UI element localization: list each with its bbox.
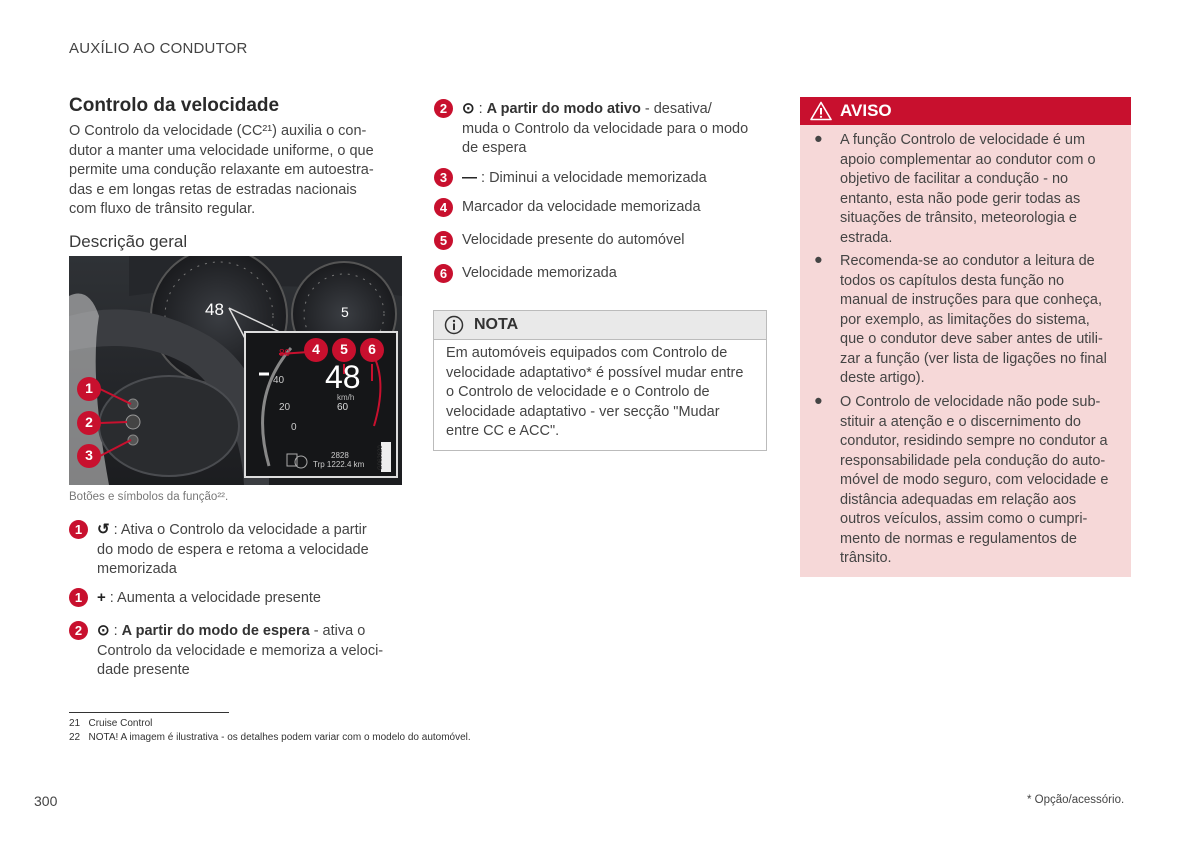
footnote-text: Cruise Control bbox=[88, 718, 153, 729]
scale-label: 40 bbox=[273, 375, 285, 386]
note-title: NOTA bbox=[474, 316, 519, 333]
warning-line: zar a função (ver lista de ligações no final bbox=[840, 350, 1107, 367]
list-item: 2 ⊙ : A partir do modo ativo - desativa/ muda o Controlo da velocidade para o modo de espera bbox=[434, 99, 766, 159]
inset-speed-unit: km/h bbox=[337, 393, 355, 402]
item-number: 2 bbox=[434, 99, 453, 118]
page-number: 300 bbox=[34, 793, 58, 809]
warning-line: apoio complementar ao condutor com o bbox=[840, 151, 1096, 168]
item-text: Velocidade memorizada bbox=[462, 265, 617, 281]
item-number: 1 bbox=[69, 520, 88, 539]
warning-line: estrada. bbox=[840, 229, 893, 246]
minus-icon: — bbox=[462, 169, 477, 186]
cruise-speedometer-icon: ⊙ bbox=[97, 622, 110, 639]
item-number: 2 bbox=[69, 621, 88, 640]
warning-line: condutor, residindo sempre no condutor a bbox=[840, 433, 1108, 449]
callout-1: 1 bbox=[85, 380, 93, 396]
warning-line: objetivo de facilitar a condução - no bbox=[840, 171, 1069, 187]
item-text: de espera bbox=[462, 140, 527, 156]
intro-line: dutor a manter uma velocidade uniforme, o que bbox=[69, 142, 374, 159]
footnote bbox=[69, 718, 152, 729]
warning-title: AVISO bbox=[840, 101, 892, 120]
figure-code: G062620 bbox=[378, 445, 384, 470]
intro-line: com fluxo de trânsito regular. bbox=[69, 201, 256, 217]
warning-bullet bbox=[840, 393, 1122, 569]
warning-line: mento de normas e regulamentos de bbox=[840, 530, 1077, 547]
cruise-speedometer-icon: ⊙ bbox=[462, 100, 475, 117]
warning-line: situações de trânsito, meteorologia e bbox=[840, 210, 1077, 226]
dashboard-figure bbox=[69, 256, 402, 485]
callout-4: 4 bbox=[312, 341, 320, 357]
item-number: 5 bbox=[434, 231, 453, 250]
item-number: 3 bbox=[434, 168, 453, 187]
item-text: memorizada bbox=[97, 561, 177, 577]
bullet-dot: ● bbox=[814, 131, 823, 147]
scale-label: 80 bbox=[279, 348, 291, 359]
option-footnote: * Opção/acessório. bbox=[1027, 794, 1125, 806]
item-text: Controlo da velocidade e memoriza a veloci- bbox=[97, 642, 384, 659]
bullet-dot: ● bbox=[814, 252, 823, 268]
figure-caption: Botões e símbolos da função²². bbox=[69, 491, 229, 503]
warning-line: outros veículos, assim como o cumpri- bbox=[840, 511, 1088, 527]
warning-line: responsabilidade pela condução do auto- bbox=[840, 452, 1106, 469]
dial-speed-left: 48 bbox=[205, 300, 224, 319]
resume-icon: ↺ bbox=[97, 521, 110, 538]
section-title: Controlo da velocidade bbox=[69, 95, 280, 116]
item-number: 1 bbox=[69, 588, 88, 607]
note-header bbox=[434, 311, 766, 340]
warning-line: entanto, esta não pode gerir todas as bbox=[840, 190, 1081, 207]
note-body bbox=[446, 344, 764, 442]
note-box bbox=[433, 310, 767, 451]
callout-6: 6 bbox=[368, 341, 376, 357]
warning-line: manual de instruções para que conheça, bbox=[840, 292, 1102, 308]
warning-triangle-icon bbox=[810, 101, 832, 121]
list-item bbox=[434, 264, 766, 284]
item-bold-text: A partir do modo ativo bbox=[486, 101, 641, 117]
warning-header bbox=[800, 97, 1131, 125]
warning-line: distância adequadas em relação aos bbox=[840, 491, 1077, 508]
scale-label: 20 bbox=[279, 402, 291, 413]
item-number: 4 bbox=[434, 198, 453, 217]
item-number: 6 bbox=[434, 264, 453, 283]
bullet-dot: ● bbox=[814, 393, 823, 409]
intro-line: permite uma condução relaxante em autoestra- bbox=[69, 162, 374, 178]
footnote-number: 21 bbox=[69, 718, 81, 729]
warning-line: stituir a atenção e o discernimento do bbox=[840, 413, 1081, 430]
note-line: velocidade adaptativo - ver secção "Mudar bbox=[446, 403, 720, 420]
footnote-divider bbox=[69, 712, 229, 713]
footnote-text: NOTA! A imagem é ilustrativa - os detalhes podem variar com o modelo do automóvel. bbox=[88, 732, 471, 743]
warning-box bbox=[800, 97, 1131, 577]
list-item bbox=[434, 231, 766, 251]
dial-speed-right: 5 bbox=[341, 304, 349, 320]
note-line: o Controlo de velocidade e o Controlo de bbox=[446, 384, 710, 400]
item-text: : Aumenta a velocidade presente bbox=[109, 590, 321, 606]
intro-line: das e em longas retas de estradas nacionais bbox=[69, 181, 357, 198]
item-bold-text: A partir do modo de espera bbox=[121, 623, 310, 639]
running-header: AUXÍLIO AO CONDUTOR bbox=[69, 40, 248, 57]
note-line: velocidade adaptativo* é possível mudar entre bbox=[446, 364, 744, 381]
scale-label: 0 bbox=[291, 422, 297, 433]
warning-line: O Controlo de velocidade não pode sub- bbox=[840, 394, 1101, 410]
plus-icon: + bbox=[97, 589, 106, 606]
warning-line: por exemplo, as limitações do sistema, bbox=[840, 311, 1090, 328]
intro-line: O Controlo da velocidade (CC²¹) auxilia o con- bbox=[69, 123, 367, 139]
list-item bbox=[434, 198, 766, 218]
warning-line: deste artigo). bbox=[840, 370, 925, 386]
inset-current-speed: 48 bbox=[325, 359, 361, 395]
list-item bbox=[69, 588, 399, 608]
list-item: 2 ⊙ : A partir do modo de espera - ativa o Controlo da velocidade e memoriza a veloci- dade presente bbox=[69, 621, 399, 681]
footnote bbox=[69, 732, 471, 743]
footnote-number: 22 bbox=[69, 732, 81, 743]
inset-set-speed: 60 bbox=[337, 402, 349, 413]
warning-bullet bbox=[840, 131, 1122, 248]
item-text: : Ativa o Controlo da velocidade a partir bbox=[113, 522, 367, 538]
callout-5: 5 bbox=[340, 341, 348, 357]
info-icon bbox=[444, 315, 464, 335]
item-text: - desativa/ bbox=[640, 101, 712, 117]
trip-meter: Trp 1222.4 km bbox=[313, 460, 365, 469]
warning-line: que o condutor deve saber antes de utili- bbox=[840, 331, 1103, 347]
warning-line: Recomenda-se ao condutor a leitura de bbox=[840, 253, 1095, 269]
warning-bullet bbox=[840, 252, 1122, 389]
item-text: Marcador da velocidade memorizada bbox=[462, 199, 701, 215]
warning-line: A função Controlo de velocidade é um bbox=[840, 132, 1086, 148]
list-item bbox=[69, 520, 399, 580]
note-line: entre CC e ACC". bbox=[446, 423, 560, 439]
item-text: do modo de espera e retoma a velocidade bbox=[97, 541, 369, 558]
callout-2: 2 bbox=[85, 414, 93, 430]
warning-line: todos os capítulos desta função no bbox=[840, 272, 1065, 289]
warning-line: móvel de modo seguro, com velocidade e bbox=[840, 472, 1109, 488]
note-line: Em automóveis equipados com Controlo de bbox=[446, 345, 728, 361]
odometer: 2828 bbox=[331, 451, 349, 460]
warning-line: trânsito. bbox=[840, 550, 892, 566]
item-text: muda o Controlo da velocidade para o modo bbox=[462, 120, 749, 137]
item-text: : Diminui a velocidade memorizada bbox=[481, 170, 707, 186]
item-text: Velocidade presente do automóvel bbox=[462, 232, 685, 248]
item-text: dade presente bbox=[97, 662, 190, 678]
intro-paragraph bbox=[69, 122, 399, 220]
callout-3: 3 bbox=[85, 447, 93, 463]
list-item bbox=[434, 168, 766, 188]
item-text: - ativa o bbox=[309, 623, 366, 639]
subsection-title: Descrição geral bbox=[69, 232, 188, 251]
